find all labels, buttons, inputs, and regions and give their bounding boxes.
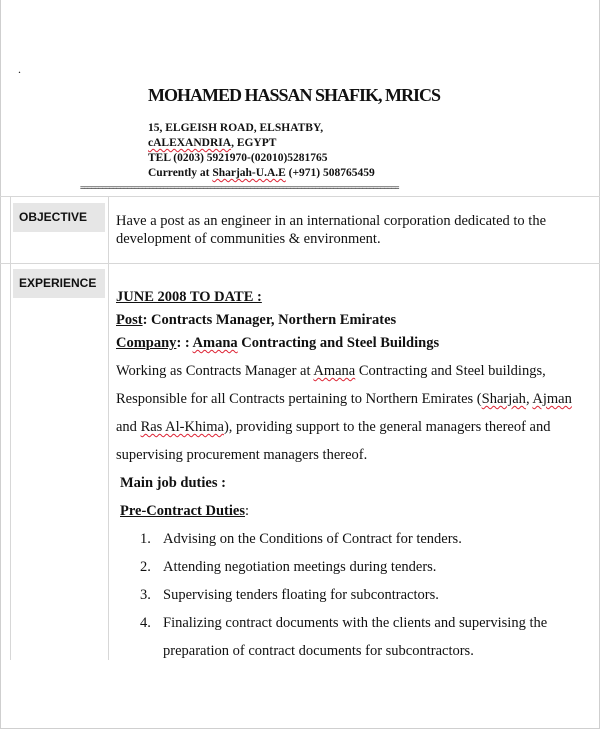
experience-label: EXPERIENCE [13,269,105,298]
pre-contract-colon: : [244,503,249,519]
table-top-border [0,196,600,197]
job-description [116,357,594,469]
current-location [148,166,375,181]
objective-text: Have a post as an engineer in an international corporation dedicated to the development of communities & environment. [116,213,547,247]
post-value: : Contracts Manager, Northern Emirates [142,312,397,328]
company-rest: Contracting and Steel Buildings [237,335,440,351]
objective-label: OBJECTIVE [13,203,105,232]
desc-part: Working as Contracts Manager at [116,363,314,379]
address-city: cALEXANDRIA [148,137,232,149]
main-duties-heading: Main job duties : [120,475,226,491]
separator-rule: ======================================================================================== [80,183,399,192]
desc-ajman: Ajman [532,391,572,407]
list-item [116,609,594,665]
job-period: JUNE 2008 TO DATE : [116,289,262,305]
address-line-1: 15, ELGEISH ROAD, ELSHATBY, [148,122,324,134]
address-country: , EGYPT [231,137,277,149]
desc-sharjah: Sharjah [481,391,526,407]
list-item [116,553,594,581]
experience-section [116,286,594,665]
duties-list [116,525,594,665]
desc-part: and [116,419,141,435]
pre-contract-heading [116,497,594,525]
list-item [116,525,594,553]
list-item-text: Finalizing contract documents with the clients and supervising the preparation of contract documents for subcontractors. [163,615,548,659]
list-item [116,581,594,609]
current-place: Sharjah-U.A.E [212,167,286,179]
company-label: Company [116,335,177,351]
desc-ras-al-khima: Ras Al-Khima [140,419,224,435]
list-item-number: 4. [140,615,151,631]
list-item-text: Supervising tenders floating for subcontractors. [163,587,439,603]
company-name: Amana [192,335,238,351]
current-phone: (+971) 508765459 [285,167,375,179]
list-item-number: 3. [140,587,151,603]
desc-part: Contracting and Steel buildings, Responsible for all Contracts pertaining to Northern Emirates ( [116,363,546,407]
desc-part: , [525,391,533,407]
desc-amana: Amana [313,363,356,379]
job-post [116,309,594,332]
address-line-2 [148,136,375,151]
margin-marker: . [18,62,21,76]
list-item-number: 1. [140,531,151,547]
list-item-number: 2. [140,559,151,575]
list-item-text: Advising on the Conditions of Contract for tenders. [163,531,462,547]
contact-block [148,121,375,181]
current-prefix: Currently at [148,167,213,179]
telephone: TEL (0203) 5921970-(02010)5281765 [148,152,328,164]
pre-contract-label: Pre-Contract Duties [120,503,245,519]
company-sep: : : [176,335,193,351]
table-column-divider [108,196,109,660]
post-label: Post [116,312,143,328]
table-row-divider [0,263,600,264]
job-company [116,332,594,355]
list-item-text: Attending negotiation meetings during tenders. [163,559,437,575]
table-left-border [10,196,11,660]
desc-part: ), providing support to the general managers thereof and supervising procurement managers thereof. [116,419,551,463]
candidate-name: MOHAMED HASSAN SHAFIK, MRICS [148,85,441,105]
